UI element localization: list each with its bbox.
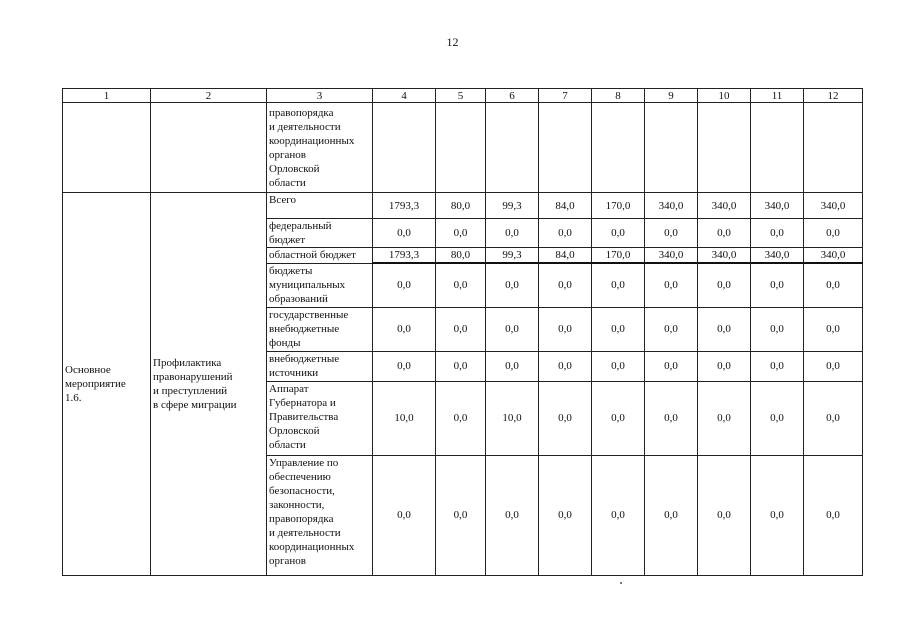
empty-cell (486, 103, 539, 193)
value-cell: 0,0 (486, 455, 539, 575)
column-header: 2 (151, 89, 267, 103)
value-cell: 0,0 (436, 219, 486, 248)
value-cell: 0,0 (804, 381, 863, 455)
empty-cell (592, 103, 645, 193)
value-cell: 0,0 (539, 219, 592, 248)
value-cell: 10,0 (486, 381, 539, 455)
value-cell: 0,0 (539, 351, 592, 381)
value-cell: 0,0 (592, 351, 645, 381)
empty-cell (698, 103, 751, 193)
column-header: 5 (436, 89, 486, 103)
column-header: 4 (373, 89, 436, 103)
value-cell: 0,0 (539, 263, 592, 307)
measure-number: Основное мероприятие 1.6. (63, 193, 151, 576)
value-cell: 0,0 (751, 263, 804, 307)
value-cell: 0,0 (698, 351, 751, 381)
value-cell: 340,0 (751, 193, 804, 219)
value-cell: 0,0 (436, 381, 486, 455)
row-label: Всего (267, 193, 373, 219)
value-cell: 99,3 (486, 248, 539, 264)
value-cell: 0,0 (592, 307, 645, 351)
empty-cell (63, 103, 151, 193)
value-cell: 0,0 (698, 455, 751, 575)
value-cell: 80,0 (436, 193, 486, 219)
value-cell: 0,0 (804, 455, 863, 575)
value-cell: 0,0 (486, 219, 539, 248)
value-cell: 340,0 (698, 248, 751, 264)
value-cell: 340,0 (698, 193, 751, 219)
row-label: внебюджетные источники (267, 351, 373, 381)
value-cell: 84,0 (539, 193, 592, 219)
value-cell: 340,0 (645, 248, 698, 264)
value-cell: 0,0 (436, 263, 486, 307)
empty-cell (539, 103, 592, 193)
page-number: 12 (446, 35, 459, 49)
empty-cell (436, 103, 486, 193)
column-header: 12 (804, 89, 863, 103)
value-cell: 84,0 (539, 248, 592, 264)
column-header: 9 (645, 89, 698, 103)
value-cell: 0,0 (645, 351, 698, 381)
value-cell: 170,0 (592, 248, 645, 264)
value-cell: 0,0 (645, 263, 698, 307)
value-cell: 0,0 (698, 263, 751, 307)
row-label: государственные внебюджетные фонды (267, 307, 373, 351)
value-cell: 0,0 (373, 307, 436, 351)
value-cell: 0,0 (539, 455, 592, 575)
column-header: 8 (592, 89, 645, 103)
row-label: Аппарат Губернатора и Правительства Орловской области (267, 381, 373, 455)
empty-cell (645, 103, 698, 193)
column-header: 7 (539, 89, 592, 103)
value-cell: 340,0 (804, 193, 863, 219)
measure-title: Профилактика правонарушений и преступлений в сфере миграции (151, 193, 267, 576)
value-cell: 0,0 (592, 455, 645, 575)
value-cell: 0,0 (804, 351, 863, 381)
table-row (63, 193, 863, 219)
value-cell: 1793,3 (373, 248, 436, 264)
value-cell: 10,0 (373, 381, 436, 455)
row-label: федеральный бюджет (267, 219, 373, 248)
value-cell: 0,0 (698, 307, 751, 351)
table-row (63, 103, 863, 193)
value-cell: 0,0 (436, 455, 486, 575)
value-cell: 0,0 (486, 307, 539, 351)
value-cell: 0,0 (751, 219, 804, 248)
value-cell: 80,0 (436, 248, 486, 264)
value-cell: 0,0 (751, 381, 804, 455)
value-cell: 0,0 (751, 307, 804, 351)
budget-table (62, 88, 863, 576)
value-cell: 0,0 (486, 263, 539, 307)
value-cell: 340,0 (751, 248, 804, 264)
column-header: 3 (267, 89, 373, 103)
value-cell: 0,0 (645, 381, 698, 455)
empty-cell (804, 103, 863, 193)
value-cell: 0,0 (436, 351, 486, 381)
value-cell: 0,0 (645, 219, 698, 248)
value-cell: 340,0 (645, 193, 698, 219)
header-row (63, 89, 863, 103)
value-cell: 0,0 (486, 351, 539, 381)
value-cell: 1793,3 (373, 193, 436, 219)
value-cell: 0,0 (539, 381, 592, 455)
value-cell: 0,0 (592, 381, 645, 455)
value-cell: 0,0 (373, 219, 436, 248)
value-cell: 0,0 (373, 263, 436, 307)
value-cell: 0,0 (539, 307, 592, 351)
column-header: 11 (751, 89, 804, 103)
value-cell: 0,0 (592, 219, 645, 248)
value-cell: 0,0 (436, 307, 486, 351)
value-cell: 0,0 (751, 351, 804, 381)
value-cell: 0,0 (804, 219, 863, 248)
row-label: Управление по обеспечению безопасности, законности, правопорядка и деятельности координационных органов (267, 455, 373, 575)
value-cell: 0,0 (645, 307, 698, 351)
value-cell: 0,0 (698, 219, 751, 248)
empty-cell (373, 103, 436, 193)
empty-cell (151, 103, 267, 193)
value-cell: 0,0 (645, 455, 698, 575)
column-header: 6 (486, 89, 539, 103)
row-label: правопорядка и деятельности координационных органов Орловской области (267, 103, 373, 193)
column-header: 10 (698, 89, 751, 103)
value-cell: 0,0 (373, 455, 436, 575)
scan-speck (620, 582, 622, 584)
value-cell: 0,0 (698, 381, 751, 455)
column-header: 1 (63, 89, 151, 103)
value-cell: 0,0 (804, 263, 863, 307)
value-cell: 340,0 (804, 248, 863, 264)
empty-cell (751, 103, 804, 193)
row-label: бюджеты муниципальных образований (267, 263, 373, 307)
value-cell: 99,3 (486, 193, 539, 219)
value-cell: 0,0 (592, 263, 645, 307)
value-cell: 0,0 (751, 455, 804, 575)
value-cell: 0,0 (373, 351, 436, 381)
value-cell: 170,0 (592, 193, 645, 219)
row-label: областной бюджет (267, 248, 373, 264)
value-cell: 0,0 (804, 307, 863, 351)
